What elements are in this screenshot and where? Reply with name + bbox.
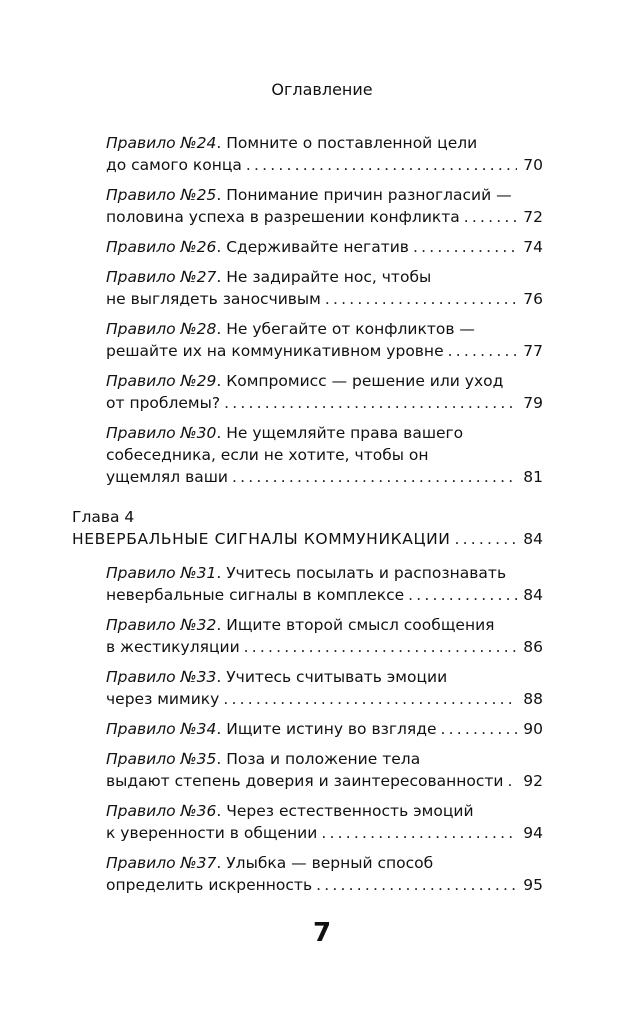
entry-text: Компромисс — решение или уход bbox=[226, 372, 504, 390]
leader-dots bbox=[507, 770, 517, 792]
entry-text-line: Правило №28. Не убегайте от конфликтов — bbox=[106, 320, 475, 338]
toc-entry[interactable] bbox=[106, 422, 543, 488]
entry-text-line: Правило №33. Учитесь считывать эмоции bbox=[106, 668, 448, 686]
rule-label: Правило №30 bbox=[106, 424, 217, 442]
toc-entry[interactable] bbox=[106, 800, 543, 844]
rule-label: Правило №28 bbox=[106, 320, 217, 338]
entry-text: Помните о поставленной цели bbox=[226, 134, 478, 152]
entry-text-line: Правило №36. Через естественность эмоций bbox=[106, 802, 474, 820]
leader-dots bbox=[464, 206, 517, 228]
entry-text: Не ущемляйте права вашего bbox=[226, 424, 464, 442]
entry-text-line bbox=[106, 822, 317, 844]
entry-page-number: 95 bbox=[523, 876, 543, 894]
entry-text-line bbox=[106, 340, 444, 362]
toc-entry[interactable] bbox=[106, 666, 543, 710]
entry-text-line bbox=[106, 392, 220, 414]
toc-entry[interactable] bbox=[106, 852, 543, 896]
rule-label: Правило №31 bbox=[106, 564, 217, 582]
entry-text: решайте их на коммуникативном уровне bbox=[106, 342, 444, 360]
entry-text-line bbox=[106, 154, 242, 176]
entry-text: не выглядеть заносчивым bbox=[106, 290, 321, 308]
entry-text: ущемлял ваши bbox=[106, 468, 228, 486]
table-of-contents bbox=[0, 132, 644, 904]
entry-text: половина успеха в разрешении конфликта bbox=[106, 208, 460, 226]
leader-dots bbox=[232, 466, 517, 488]
toc-list bbox=[0, 132, 644, 488]
leader-dots bbox=[223, 688, 517, 710]
entry-page-number: 86 bbox=[523, 638, 543, 656]
leader-dots bbox=[325, 288, 517, 310]
toc-list bbox=[0, 562, 644, 896]
entry-text: Понимание причин разногласий — bbox=[226, 186, 512, 204]
entry-text: от проблемы? bbox=[106, 394, 221, 412]
entry-text-line: Правило №35. Поза и положение тела bbox=[106, 750, 421, 768]
rule-label: Правило №35 bbox=[106, 750, 217, 768]
entry-text: Учитесь считывать эмоции bbox=[226, 668, 448, 686]
entry-page-number: 94 bbox=[523, 824, 543, 842]
entry-page-number: 84 bbox=[523, 586, 543, 604]
entry-text-line: Правило №27. Не задирайте нос, чтобы bbox=[106, 268, 432, 286]
toc-entry[interactable] bbox=[106, 132, 543, 176]
toc-entry[interactable] bbox=[106, 370, 543, 414]
entry-text-line bbox=[106, 688, 219, 710]
rule-label: Правило №27 bbox=[106, 268, 217, 286]
page-title: Оглавление bbox=[271, 80, 373, 99]
rule-label: Правило №34 bbox=[106, 720, 217, 738]
entry-text-line bbox=[106, 636, 240, 658]
chapter-page-number: 84 bbox=[523, 530, 543, 548]
entry-text-line bbox=[106, 206, 460, 228]
toc-entry[interactable] bbox=[106, 184, 543, 228]
entry-text: через мимику bbox=[106, 690, 220, 708]
entry-text: в жестикуляции bbox=[106, 638, 240, 656]
entry-text: Ищите истину во взгляде bbox=[226, 720, 437, 738]
entry-text-line: Правило №32. Ищите второй смысл сообщения bbox=[106, 616, 495, 634]
toc-entry[interactable] bbox=[106, 562, 543, 606]
entry-text: Поза и положение тела bbox=[226, 750, 421, 768]
entry-text: собеседника, если не хотите, чтобы он bbox=[106, 446, 429, 464]
entry-text-line: Правило №25. Понимание причин разногласий — bbox=[106, 186, 512, 204]
entry-text: Не убегайте от конфликтов — bbox=[226, 320, 475, 338]
rule-label: Правило №25 bbox=[106, 186, 217, 204]
rule-label: Правило №29 bbox=[106, 372, 217, 390]
entry-text: Учитесь посылать и распознавать bbox=[226, 564, 507, 582]
leader-dots bbox=[448, 340, 518, 362]
rule-label: Правило №36 bbox=[106, 802, 217, 820]
rule-label: Правило №26 bbox=[106, 238, 217, 256]
entry-text-line bbox=[106, 770, 503, 792]
entry-text-line bbox=[106, 444, 543, 466]
entry-text-line: Правило №29. Компромисс — решение или уход bbox=[106, 372, 504, 390]
entry-text-line bbox=[106, 874, 312, 896]
leader-dots bbox=[408, 584, 517, 606]
chapter-number: Глава 4 bbox=[72, 508, 135, 526]
entry-page-number: 74 bbox=[523, 238, 543, 256]
entry-page-number: 90 bbox=[523, 720, 543, 738]
entry-text-line bbox=[106, 466, 228, 488]
rule-label: Правило №32 bbox=[106, 616, 217, 634]
entry-text-line: Правило №26. Сдерживайте негатив bbox=[106, 238, 409, 256]
leader-dots bbox=[246, 154, 517, 176]
entry-text: Не задирайте нос, чтобы bbox=[226, 268, 432, 286]
entry-page-number: 76 bbox=[523, 290, 543, 308]
page-number: 7 bbox=[312, 918, 332, 948]
entry-text: определить искренность bbox=[106, 876, 313, 894]
toc-entry[interactable] bbox=[106, 748, 543, 792]
entry-page-number: 70 bbox=[523, 156, 543, 174]
entry-text: выдают степень доверия и заинтересованности bbox=[106, 772, 504, 790]
rule-label: Правило №24 bbox=[106, 134, 217, 152]
rule-label: Правило №33 bbox=[106, 668, 217, 686]
entry-text-line: Правило №24. Помните о поставленной цели bbox=[106, 134, 478, 152]
toc-entry[interactable] bbox=[106, 318, 543, 362]
entry-text-line: Правило №31. Учитесь посылать и распознавать bbox=[106, 564, 507, 582]
entry-text-line bbox=[106, 584, 404, 606]
entry-page-number: 88 bbox=[523, 690, 543, 708]
rule-label: Правило №37 bbox=[106, 854, 217, 872]
chapter-heading[interactable] bbox=[72, 506, 543, 550]
toc-entry[interactable] bbox=[106, 718, 543, 740]
entry-text: до самого конца bbox=[106, 156, 242, 174]
entry-page-number: 72 bbox=[523, 208, 543, 226]
entry-page-number: 81 bbox=[523, 468, 543, 486]
entry-page-number: 79 bbox=[523, 394, 543, 412]
entry-text: Сдерживайте негатив bbox=[226, 238, 409, 256]
leader-dots bbox=[440, 718, 517, 740]
toc-entry[interactable] bbox=[106, 236, 543, 258]
entry-text: Ищите второй смысл сообщения bbox=[226, 616, 495, 634]
entry-text: к уверенности в общении bbox=[106, 824, 318, 842]
entry-text-line bbox=[106, 288, 321, 310]
toc-entry[interactable] bbox=[106, 266, 543, 310]
leader-dots bbox=[454, 528, 517, 550]
entry-text: Улыбка — верный способ bbox=[226, 854, 434, 872]
leader-dots bbox=[244, 636, 518, 658]
entry-page-number: 92 bbox=[523, 772, 543, 790]
leader-dots bbox=[224, 392, 517, 414]
leader-dots bbox=[413, 236, 517, 258]
leader-dots bbox=[316, 874, 517, 896]
entry-page-number: 77 bbox=[523, 342, 543, 360]
entry-text: Через естественность эмоций bbox=[226, 802, 474, 820]
leader-dots bbox=[321, 822, 517, 844]
entry-text-line: Правило №30. Не ущемляйте права вашего bbox=[106, 424, 464, 442]
entry-text: невербальные сигналы в комплексе bbox=[106, 586, 405, 604]
entry-text-line: Правило №34. Ищите истину во взгляде bbox=[106, 720, 437, 738]
toc-entry[interactable] bbox=[106, 614, 543, 658]
chapter-title: НЕВЕРБАЛЬНЫЕ СИГНАЛЫ КОММУНИКАЦИИ bbox=[72, 530, 451, 548]
entry-text-line: Правило №37. Улыбка — верный способ bbox=[106, 854, 434, 872]
